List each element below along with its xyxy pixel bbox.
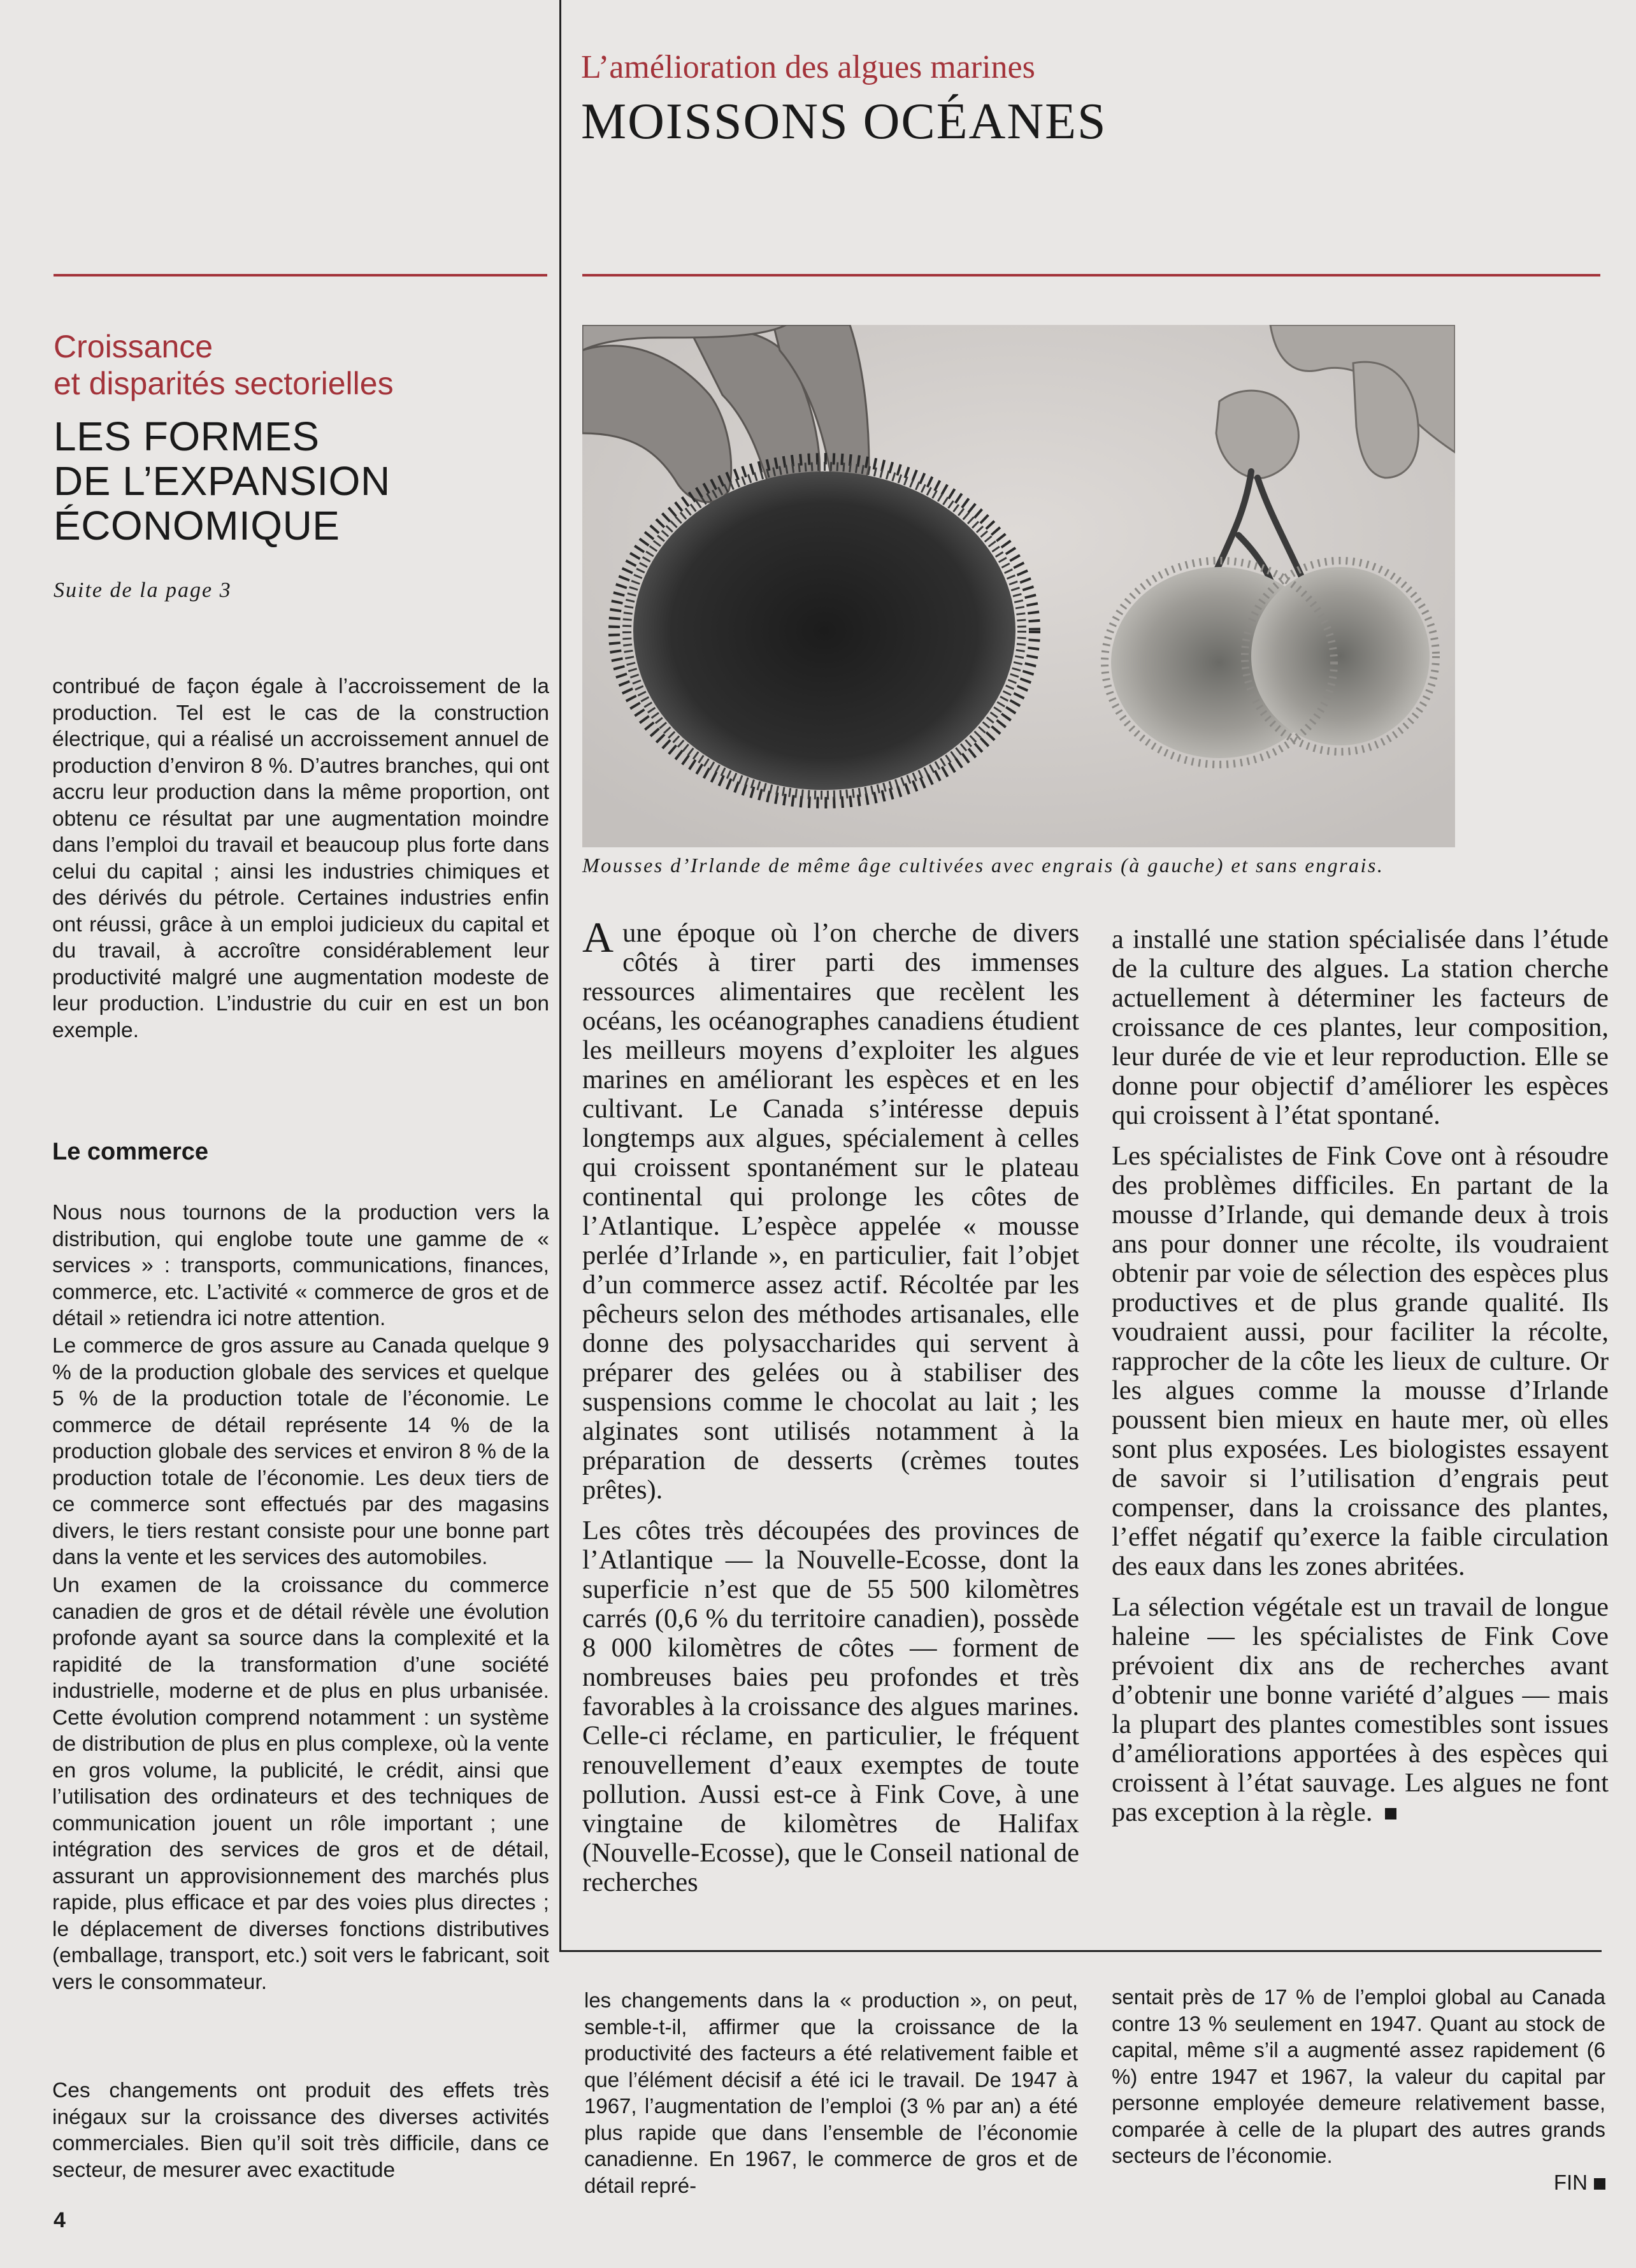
continuation-column xyxy=(1112,1984,1605,2195)
title-line: ÉCONOMIQUE xyxy=(54,503,340,549)
article-paragraph: Les côtes très découpées des provinces de l’Atlantique — la Nouvelle-Ecosse, dont la superficie n’est que de 55 500 kilomètres carrés (0,6 % du territoire canadien), possède 8 000 kilomètres de côtes — forment de nombreuses baies peu profondes et très favorables à la croissance des algues marines. Celle-ci réclame, en particulier, le fréquent renouvellement d’eaux exemptes de toute pollution. Aussi est-ce à Fink Cove, à une vingtaine de kilomètres de Halifax (Nouvelle-Ecosse), que le Conseil national de recherches xyxy=(582,1516,1079,1897)
left-article-title xyxy=(54,414,550,548)
paragraph-text: La sélection végétale est un travail de longue haleine — les spécialistes de Fink Cove prévoient dix ans de recherches avant d’obtenir une bonne variété d’algues — mais la plupart des plantes comestibles sont issues d’améliorations apportées à des espèces qui croissent à l’état sauvage. Les algues ne font pas exception à la règle. xyxy=(1112,1592,1609,1827)
article-paragraph xyxy=(1112,1593,1609,1827)
right-header-rule xyxy=(582,274,1600,276)
section-subhead: Le commerce xyxy=(52,1138,209,1165)
left-article-kicker xyxy=(54,328,550,402)
seaweed-photo xyxy=(582,325,1455,847)
right-article-title: MOISSONS OCÉANES xyxy=(581,94,1107,150)
paragraph-text: une époque où l’on cherche de divers côtés à tirer parti des immenses ressources alimentaires que recèlent les océans, les océanographes canadiens étudient les meilleurs moyens d’exploiter les algues marines en améliorant les espèces et en les cultivant. Le Canada s’intéresse depuis longtemps aux algues, spécialement à celles qui croissent spontanément sur le plateau continental qui prolonge les côtes de l’Atlantique. L’espèce appelée « mousse perlée d’Irlande », en particulier, fait l’objet d’un commerce assez actif. Récoltée par les pêcheurs selon des méthodes artisanales, elle donne des polysaccharides qui servent à préparer des gelées ou à stabiliser des suspensions comme le chocolat au lait ; les alginates sont utilisés notamment à la préparation de desserts (crèmes toutes prêtes). xyxy=(582,918,1079,1505)
left-paragraph: Ces changements ont produit des effets très inégaux sur la croissance des diverses activités commerciales. Bien qu’il soit très difficile, dans ce secteur, de mesurer avec exactitude xyxy=(52,2079,549,2182)
right-article-kicker: L’amélioration des algues marines xyxy=(581,49,1035,85)
left-paragraph: contribué de façon égale à l’accroissement de la production. Tel est le cas de la construction électrique, qui a réalisé un accroissement annuel de production d’environ 8 %. D’autres branches, qui ont accru leur production dans la même proportion, ont obtenu ce résultat par une augmentation moindre dans l’emploi du travail et beaucoup plus forte dans celui du capital ; ainsi les industries chimiques et des dérivés du pétrole. Certaines industries enfin ont réussi, grâce à un emploi judicieux du capital et du travail, à accroître considérablement leur productivité malgré une augmentation modeste de leur production. L’industrie du cuir en est un bon exemple. xyxy=(52,675,549,1042)
seaweed-photo-illustration xyxy=(582,325,1455,847)
end-marker xyxy=(1112,2169,1605,2196)
kicker-line: Croissance xyxy=(54,329,213,364)
article-paragraph xyxy=(582,913,1079,1505)
continuation-paragraph: sentait près de 17 % de l’emploi global au Canada contre 13 % seulement en 1947. Quant au stock de capital, même s’il a augmenté assez rapidement (6 %) entre 1947 et 1967, la valeur du capital par personne employée demeure relativement basse, comparée à celle de la plupart des autres grands secteurs de l’économie. xyxy=(1112,1985,1605,2167)
left-paragraph: Le commerce de gros assure au Canada quelque 9 % de la production globale des services et quelque 5 % de la production totale de l’économie. Le commerce de détail représente 14 % de la production globale des services et environ 8 % de la production totale de l’économie. Les deux tiers de ce commerce sont effectués par des magasins divers, le tiers restant consiste pour une bonne part dans la vente et les services des automobiles. xyxy=(52,1334,549,1569)
continuation-paragraph: les changements dans la « production », on peut, semble-t-il, affirmer que la croissance de la productivité des facteurs a été relativement faible et que l’élément décisif a été ici le travail. De 1947 à 1967, l’augmentation de l’emploi (3 % par an) a été plus rapide que dans l’ensemble de l’économie canadienne. En 1967, le commerce de gros et de détail repré- xyxy=(584,1988,1078,2197)
end-label: FIN xyxy=(1553,2170,1588,2194)
drop-cap: A xyxy=(582,913,614,961)
end-of-article-mark xyxy=(1385,1808,1396,1819)
article-paragraph: Les spécialistes de Fink Cove ont à résoudre des problèmes difficiles. En partant de la mousse d’Irlande, qui demande deux à trois ans pour donner une récolte, ils voudraient obtenir par voie de sélection des espèces plus productives et de plus grande qualité. Ils voudraient aussi, pour faciliter la récolte, rapprocher de la côte les lieux de culture. Or les algues comme la mousse d’Irlande poussent bien mieux en haute mer, où elles sont plus exposées. Les biologistes essayent de savoir si l’utilisation d’engrais peut compenser, dans la croissance des plantes, l’effet négatif qu’exerce la faible circulation des eaux dans les zones abritées. xyxy=(1112,1141,1609,1581)
article-paragraph: a installé une station spécialisée dans l’étude de la culture des algues. La station cherche actuellement à déterminer les facteurs de croissance de ces plantes, leur composition, leur durée de vie et leur reproduction. Elle se donne pour objectif d’améliorer les espèces qui croissent à l’état spontané. xyxy=(1112,924,1609,1130)
left-header-rule xyxy=(54,274,547,276)
continued-from-note: Suite de la page 3 xyxy=(54,578,232,602)
left-paragraph: Un examen de la croissance du commerce canadien de gros et de détail révèle une évolution profonde ayant sa source dans la complexité et la rapidité de la transformation d’une société industrielle, moderne et de plus en plus urbanisée. Cette évolution comprend notamment : un système de distribution de plus en plus complexe, où la vente en gros volume, la publicité, le crédit, ainsi que l’utilisation des ordinateurs et des techniques de communication jouent un rôle important ; une intégration des services de gros et de détail, assurant un approvisionnement des marchés plus rapide, plus efficace et par des voies plus directes ; le déplacement de diverses fonctions distributives (emballage, transport, etc.) soit vers le fabricant, soit vers le consommateur. xyxy=(52,1574,549,1994)
photo-caption: Mousses d’Irlande de même âge cultivées avec engrais (à gauche) et sans engrais. xyxy=(582,854,1384,877)
end-square xyxy=(1594,2178,1605,2190)
left-paragraph: Nous nous tournons de la production vers la distribution, qui englobe toute une gamme de « services » : transports, communications, finances, commerce, etc. L’activité « commerce de gros et de détail » retiendra ici notre attention. xyxy=(52,1201,549,1330)
title-line: DE L’EXPANSION xyxy=(54,458,391,504)
page-number: 4 xyxy=(54,2208,66,2232)
article-column-2 xyxy=(1112,925,1609,1827)
article-column-1 xyxy=(582,913,1079,1897)
article-bottom-rule xyxy=(559,1950,1602,1952)
column-divider xyxy=(559,0,561,1952)
title-line: LES FORMES xyxy=(54,413,320,459)
kicker-line: et disparités sectorielles xyxy=(54,366,394,401)
